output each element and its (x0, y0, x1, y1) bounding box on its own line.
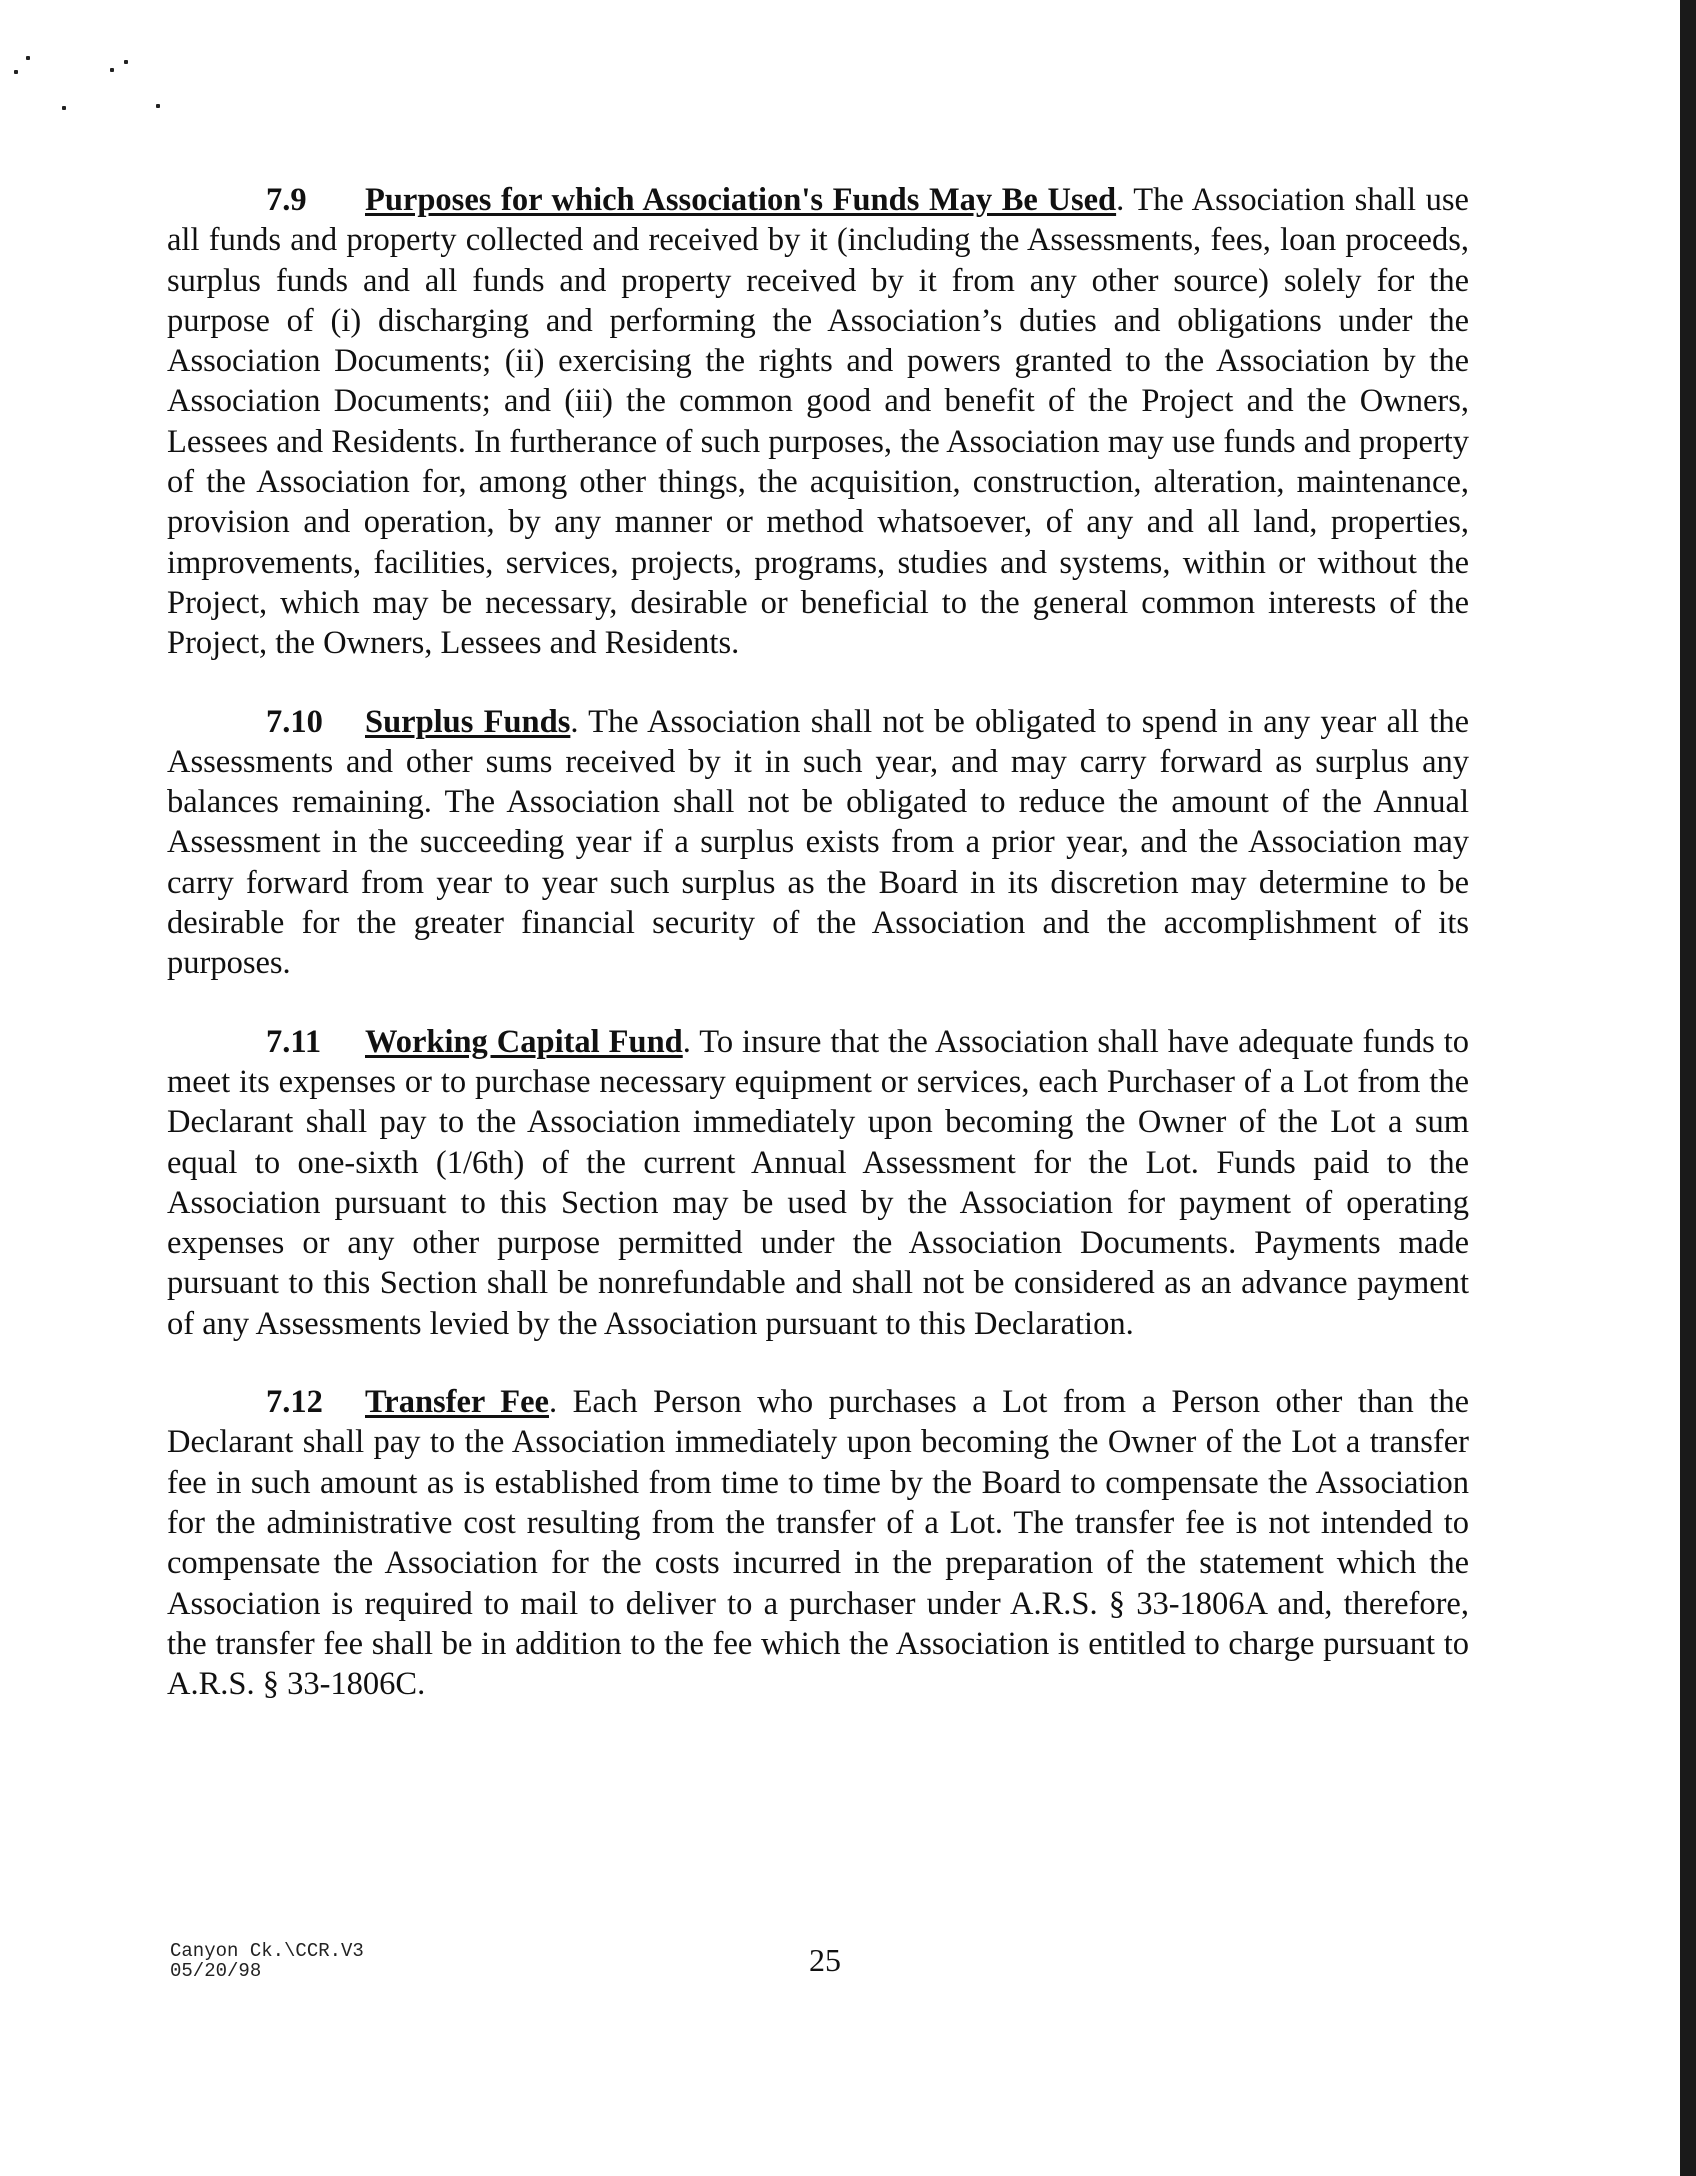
section-text: . Each Person who purchases a Lot from a Person other than the Declarant shall pay to the Association immediately upon becoming the Owner of the Lot a transfer fee in such amount as is established from time to time by the Board to compensate the Association for the administrative cost resulting from the transfer of a Lot. The transfer fee is not intended to compensate the Association for the costs incurred in the preparation of the statement which the Association is required to mail to deliver to a purchaser under A.R.S. § 33-1806A and, therefore, the transfer fee shall be in addition to the fee which the Association is entitled to charge pursuant to A.R.S. § 33-1806C. (167, 1384, 1469, 1703)
document-body (167, 180, 1469, 1742)
section-number: 7.12 (266, 1384, 323, 1421)
scan-edge (1680, 0, 1696, 2176)
scan-speck (62, 106, 66, 110)
section-heading: Working Capital Fund (365, 1023, 683, 1060)
section-text: . The Association shall use all funds and property collected and received by it (including the Assessments, fees, loan proceeds, surplus funds and all funds and property received by it from any other source) solely for the purpose of (i) discharging and performing the Association’s duties and obligations under the Association Documents; (ii) exercising the rights and powers granted to the Association by the Association Documents; and (iii) the common good and benefit of the Project and the Owners, Lessees and Residents. In furtherance of such purposes, the Association may use funds and property of the Association for, among other things, the acquisition, construction, alteration, maintenance, provision and operation, by any manner or method whatsoever, of any and all land, properties, improvements, facilities, services, projects, programs, studies and systems, within or without the Project, which may be necessary, desirable or beneficial to the general common interests of the Project, the Owners, Lessees and Residents. (167, 182, 1469, 662)
footer-file-ref: Canyon Ck.\CCR.V3 (170, 1940, 364, 1962)
section-number: 7.11 (266, 1023, 322, 1060)
section-number: 7.10 (266, 703, 323, 740)
scan-speck (124, 60, 128, 64)
scan-speck (156, 104, 160, 108)
scan-speck (26, 56, 30, 60)
section-text: . The Association shall not be obligated to spend in any year all the Assessments and other sums received by it in such year, and may carry forward as surplus any balances remaining. The Association shall not be obligated to reduce the amount of the Annual Assessment in the succeeding year if a surplus exists from a prior year, and the Association may carry forward from year to year such surplus as the Board in its discretion may determine to be desirable for the greater financial security of the Association and the accomplishment of its purposes. (167, 703, 1469, 982)
section-7-10 (167, 702, 1469, 984)
scan-speck (110, 68, 114, 72)
section-heading: Transfer Fee (365, 1384, 549, 1421)
section-7-11 (167, 1022, 1469, 1344)
section-number: 7.9 (266, 182, 307, 218)
section-heading: Purposes for which Association's Funds May Be Used (365, 182, 1117, 218)
footer-file-info (170, 1941, 364, 1981)
footer-date: 05/20/98 (170, 1960, 262, 1982)
scan-speck (14, 70, 18, 74)
section-text: . To insure that the Association shall have adequate funds to meet its expenses or to purchase necessary equipment or services, each Purchaser of a Lot from the Declarant shall pay to the Association immediately upon becoming the Owner of the Lot a sum equal to one-sixth (1/6th) of the current Annual Assessment for the Lot. Funds paid to the Association pursuant to this Section may be used by the Association for payment of operating expenses or any other purpose permitted under the Association Documents. Payments made pursuant to this Section shall be nonrefundable and shall not be considered as an advance payment of any Assessments levied by the Association pursuant to this Declaration. (167, 1023, 1469, 1342)
section-heading: Surplus Funds (365, 703, 571, 740)
page-number: 25 (809, 1942, 841, 1978)
section-7-9 (167, 180, 1469, 664)
section-7-12 (167, 1382, 1469, 1704)
